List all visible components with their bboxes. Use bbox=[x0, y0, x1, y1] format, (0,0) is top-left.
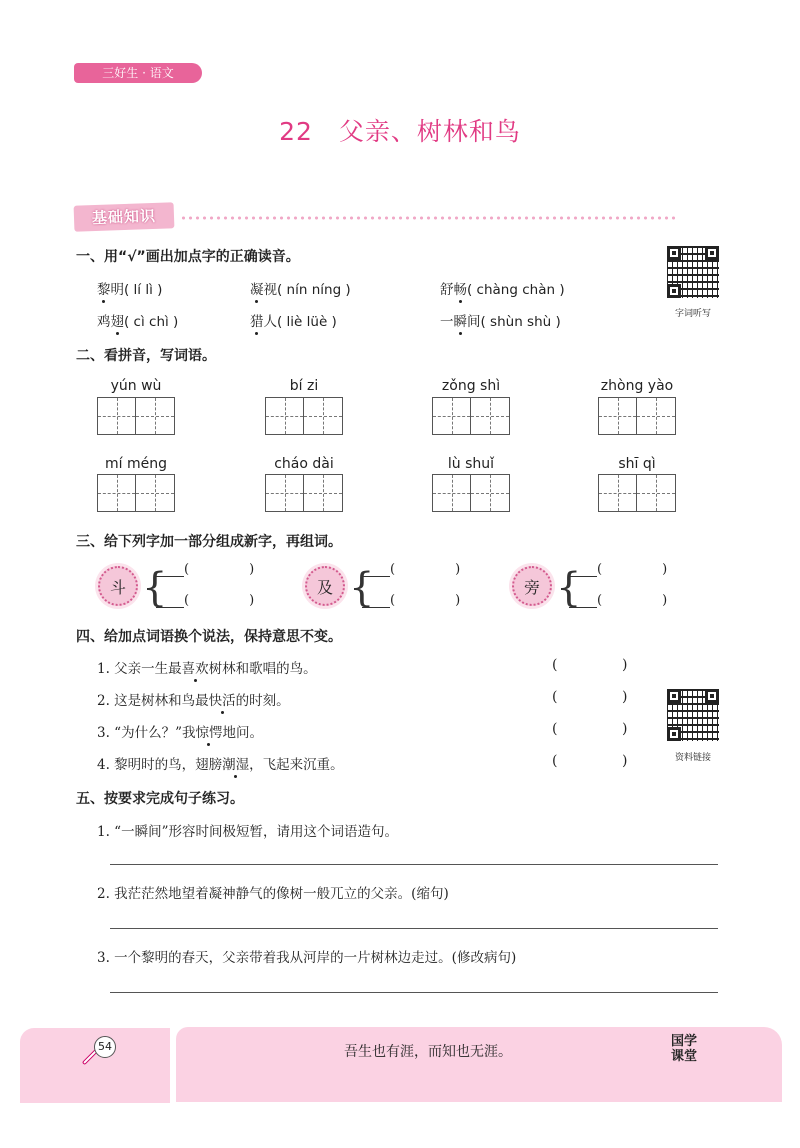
answer-paren-close: ) bbox=[622, 753, 628, 769]
q1-heading: 一、用“√”画出加点字的正确读音。 bbox=[76, 249, 300, 265]
q5-item-1: 1. “一瞬间”形容时间极短暂，请用这个词语造句。 bbox=[97, 824, 398, 840]
q4-item-4 bbox=[97, 753, 344, 773]
dotted-char: 翅 bbox=[111, 310, 125, 330]
qr-code-icon[interactable] bbox=[667, 689, 719, 741]
q2-heading: 二、看拼音，写词语。 bbox=[76, 348, 216, 364]
q4-heading: 四、给加点词语换个说法，保持意思不变。 bbox=[76, 629, 342, 645]
answer-paren-close: ) bbox=[622, 689, 628, 705]
answer-row[interactable]: ( ) bbox=[156, 562, 254, 577]
item-text: 树林和歌唱的鸟。 bbox=[208, 661, 317, 677]
item-text: 的时刻。 bbox=[235, 693, 290, 709]
dotted-divider bbox=[180, 216, 678, 220]
answer-row[interactable]: ( ) bbox=[156, 593, 254, 608]
footer-left-panel bbox=[20, 1028, 170, 1103]
answer-paren-open[interactable]: ( bbox=[552, 657, 558, 673]
q4-item-3 bbox=[97, 721, 263, 741]
item-text: 人 bbox=[263, 314, 277, 330]
brace: { bbox=[556, 565, 582, 611]
qr-caption-dictation: 字词听写 bbox=[674, 309, 711, 319]
writing-grid[interactable] bbox=[432, 474, 510, 512]
writing-grid[interactable] bbox=[265, 397, 343, 435]
dotted-char: 凝 bbox=[250, 278, 264, 298]
pinyin-options: ( shùn shù ) bbox=[480, 314, 561, 330]
pinyin-label: bí zi bbox=[289, 378, 319, 394]
item-text: 3. “为什么？”我 bbox=[97, 725, 196, 741]
page-number: 54 bbox=[94, 1036, 116, 1058]
pinyin-label: yún wù bbox=[110, 378, 162, 394]
writing-grid[interactable] bbox=[598, 474, 676, 512]
footer-quote: 吾生也有涯，而知也无涯。 bbox=[344, 1044, 512, 1060]
brace: { bbox=[349, 565, 375, 611]
flower-char-ji: 及 bbox=[305, 566, 345, 606]
answer-paren-open[interactable]: ( bbox=[552, 689, 558, 705]
q4-item-2 bbox=[97, 689, 290, 709]
answer-row[interactable]: ( ) bbox=[569, 593, 667, 608]
qr-caption-resources: 资料链接 bbox=[674, 753, 711, 763]
lesson-title bbox=[0, 112, 800, 148]
q3-heading: 三、给下列字加一部分组成新字，再组词。 bbox=[76, 534, 342, 550]
pinyin-label: zhòng yào bbox=[600, 378, 674, 394]
answer-row[interactable]: ( ) bbox=[569, 562, 667, 577]
q4-item-1 bbox=[97, 657, 317, 677]
pinyin-label: cháo dài bbox=[274, 456, 334, 472]
q1-item-4 bbox=[97, 310, 178, 330]
dotted-char: 猎 bbox=[250, 310, 264, 330]
answer-line[interactable] bbox=[110, 864, 718, 865]
pinyin-label: mí méng bbox=[105, 456, 167, 472]
writing-grid[interactable] bbox=[432, 397, 510, 435]
item-text: 视 bbox=[263, 282, 277, 298]
pinyin-options: ( lí lì ) bbox=[124, 282, 163, 298]
brand-line-2: 课堂 bbox=[670, 1049, 697, 1064]
dotted-word: 惊愕 bbox=[195, 721, 222, 741]
item-text: 舒 bbox=[440, 282, 454, 298]
qr-code-icon[interactable] bbox=[667, 246, 719, 298]
flower-char-pang: 旁 bbox=[512, 566, 552, 606]
brace: { bbox=[142, 565, 168, 611]
pinyin-options: ( liè lüè ) bbox=[277, 314, 337, 330]
lesson-name: 父亲、树林和鸟 bbox=[338, 117, 521, 146]
lesson-number: 22 bbox=[279, 117, 313, 146]
q5-item-3: 3. 一个黎明的春天，父亲带着我从河岸的一片树林边走过。(修改病句) bbox=[97, 950, 517, 966]
answer-paren-open[interactable]: ( bbox=[552, 721, 558, 737]
dotted-word: 潮湿 bbox=[222, 753, 249, 773]
q1-item-5 bbox=[250, 310, 337, 330]
answer-paren-close: ) bbox=[622, 721, 628, 737]
brand-line-1: 国学 bbox=[670, 1034, 697, 1049]
series-tag: 三好生 · 语文 bbox=[74, 63, 202, 83]
dotted-word: 快活 bbox=[209, 689, 236, 709]
answer-row[interactable]: ( ) bbox=[362, 593, 460, 608]
writing-grid[interactable] bbox=[97, 474, 175, 512]
item-text: 地问。 bbox=[222, 725, 263, 741]
dotted-char: 畅 bbox=[454, 278, 468, 298]
flower-char-dou: 斗 bbox=[98, 566, 138, 606]
pinyin-options: ( chàng chàn ) bbox=[467, 282, 565, 298]
answer-line[interactable] bbox=[110, 928, 718, 929]
writing-grid[interactable] bbox=[97, 397, 175, 435]
q1-item-1 bbox=[97, 278, 162, 298]
item-text: 鸡 bbox=[97, 314, 111, 330]
answer-row[interactable]: ( ) bbox=[362, 562, 460, 577]
item-text: ，飞起来沉重。 bbox=[249, 757, 344, 773]
writing-grid[interactable] bbox=[265, 474, 343, 512]
answer-paren-close: ) bbox=[622, 657, 628, 673]
pinyin-options: ( nín níng ) bbox=[277, 282, 351, 298]
item-text: 2. 这是树林和鸟最 bbox=[97, 693, 209, 709]
q1-item-3 bbox=[440, 278, 565, 298]
item-text: 4. 黎明时的鸟，翅膀 bbox=[97, 757, 223, 773]
item-text: 间 bbox=[467, 314, 481, 330]
answer-paren-open[interactable]: ( bbox=[552, 753, 558, 769]
item-text: 明 bbox=[110, 282, 124, 298]
answer-line[interactable] bbox=[110, 992, 718, 993]
section-banner: 基础知识 bbox=[74, 202, 175, 231]
q1-item-6 bbox=[440, 310, 561, 330]
dotted-char: 黎 bbox=[97, 278, 111, 298]
writing-grid[interactable] bbox=[598, 397, 676, 435]
q1-item-2 bbox=[250, 278, 351, 298]
pinyin-label: shī qì bbox=[618, 456, 656, 472]
q5-item-2: 2. 我茫茫然地望着凝神静气的像树一般兀立的父亲。(缩句) bbox=[97, 886, 449, 902]
pinyin-label: zǒng shì bbox=[441, 378, 501, 394]
dotted-char: 瞬 bbox=[454, 310, 468, 330]
footer-brand bbox=[656, 1034, 712, 1064]
pinyin-label: lù shuǐ bbox=[447, 456, 495, 472]
dotted-word: 喜欢 bbox=[182, 657, 209, 677]
pinyin-options: ( cì chì ) bbox=[124, 314, 179, 330]
item-text: 1. 父亲一生最 bbox=[97, 661, 182, 677]
item-text: 一 bbox=[440, 314, 454, 330]
q5-heading: 五、按要求完成句子练习。 bbox=[76, 791, 244, 807]
